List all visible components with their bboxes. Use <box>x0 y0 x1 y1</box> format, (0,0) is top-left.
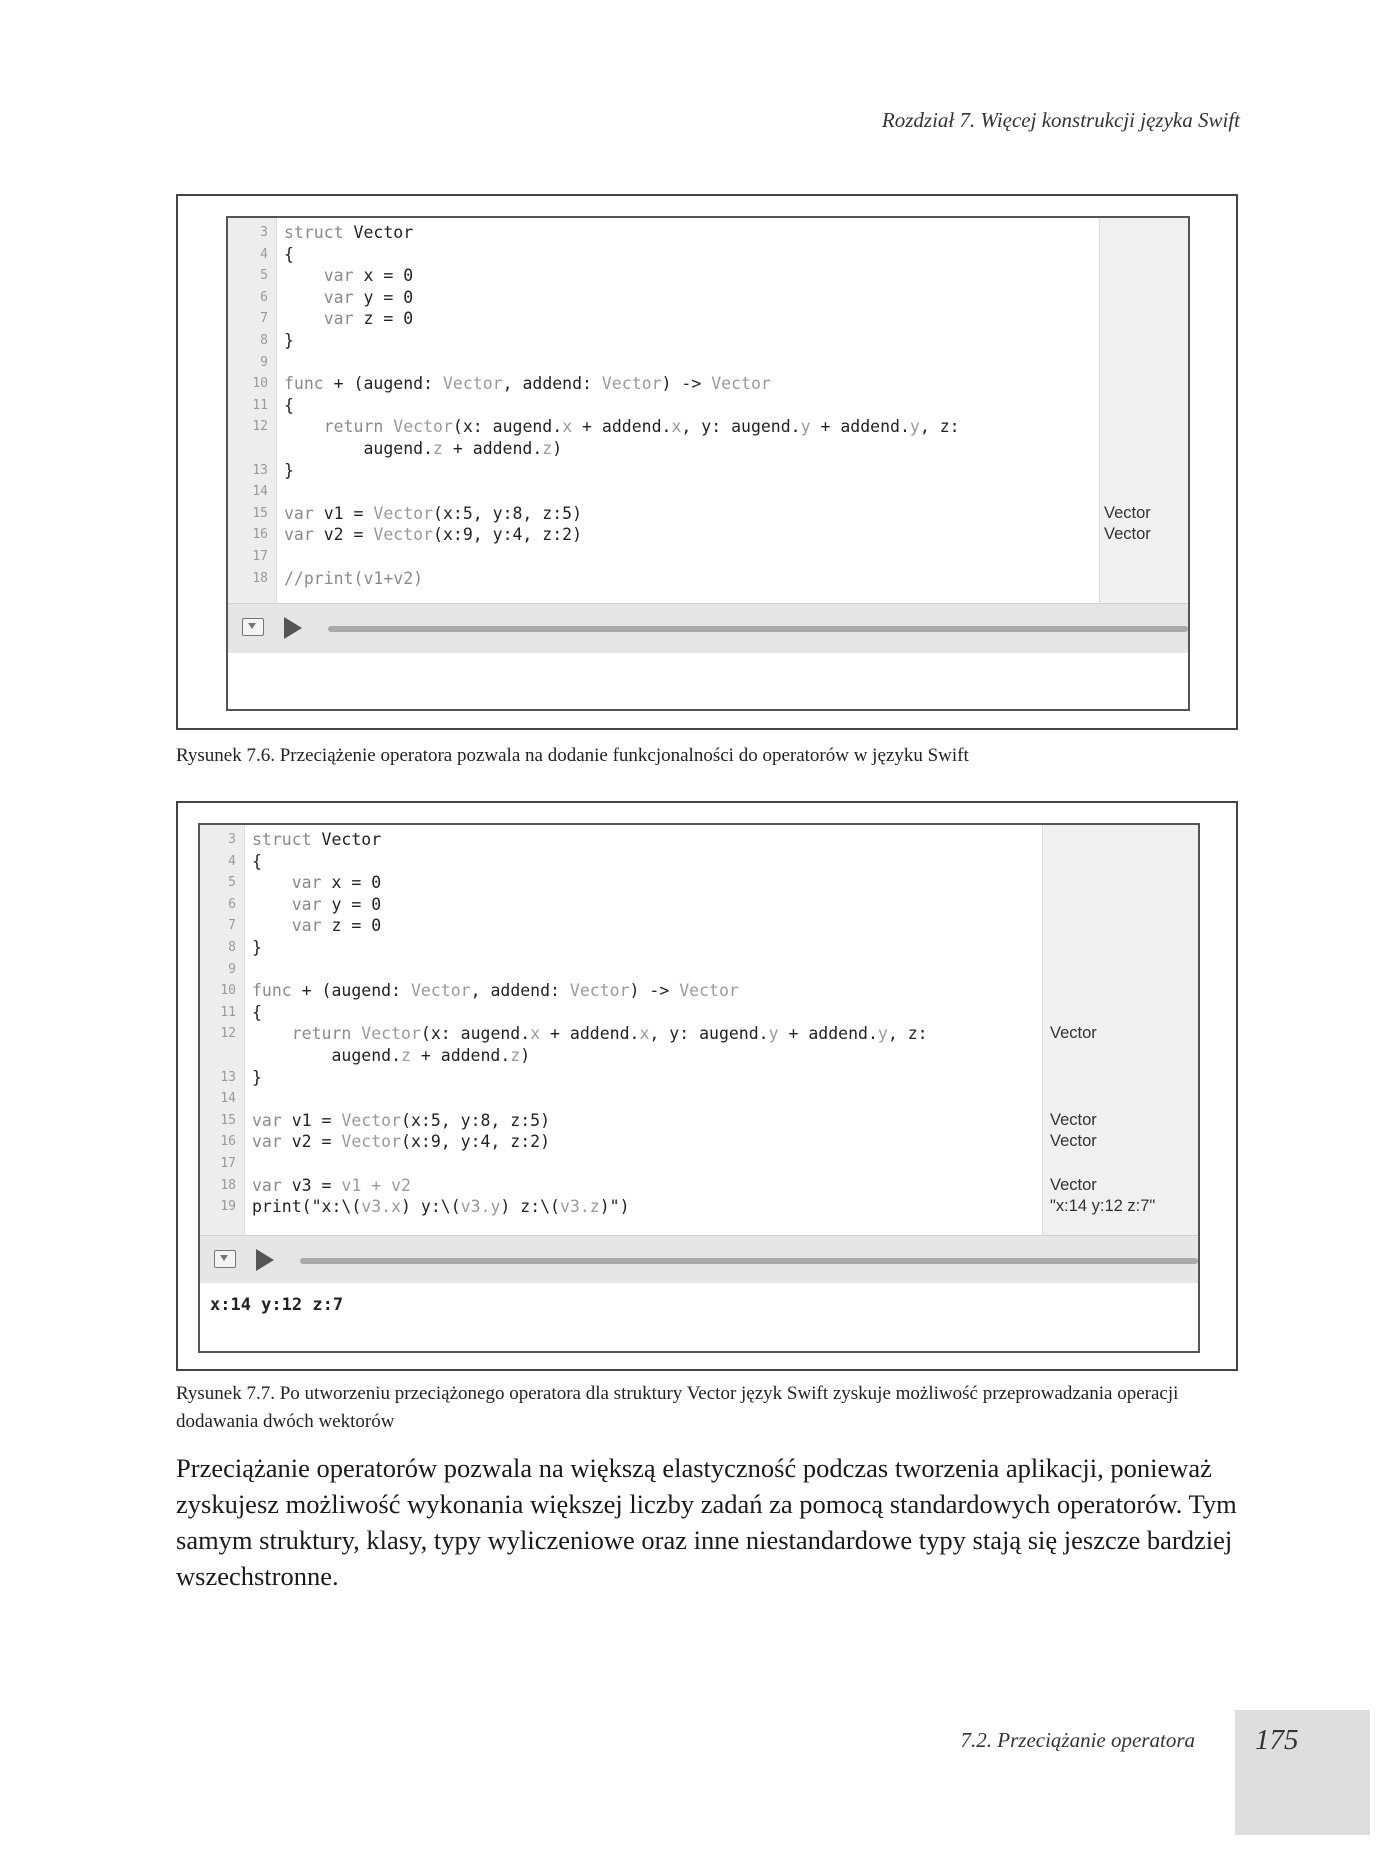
code-editor[interactable] <box>200 825 1198 1235</box>
code-token: (x: augend. <box>452 417 563 437</box>
code-token: { <box>284 395 294 415</box>
code-text <box>284 503 582 525</box>
code-text <box>252 872 381 894</box>
running-header: Rozdział 7. Więcej konstrukcji języka Swift <box>881 108 1240 132</box>
code-token: Vector <box>373 525 434 545</box>
code-line <box>228 287 1188 309</box>
code-lines <box>228 222 1188 589</box>
line-number: 6 <box>260 289 268 305</box>
page-number-box <box>1235 1710 1370 1835</box>
code-line <box>228 308 1188 330</box>
code-line <box>228 438 1188 460</box>
code-token <box>252 873 292 892</box>
code-token: } <box>284 330 294 350</box>
code-token: y = 0 <box>353 287 414 307</box>
result-value: Vector <box>1050 1175 1097 1194</box>
code-token: Vector <box>679 981 739 1001</box>
code-token: } <box>252 1067 262 1087</box>
code-token: y <box>909 417 920 437</box>
code-token: + addend. <box>442 438 543 458</box>
code-token: , z: <box>887 1024 928 1044</box>
code-token: v3 = <box>281 1175 342 1195</box>
code-token: + (augend: <box>291 981 411 1001</box>
line-number: 18 <box>220 1177 236 1193</box>
line-number: 11 <box>220 1004 236 1020</box>
code-token: + (augend: <box>323 374 443 394</box>
code-token: var <box>323 266 354 286</box>
code-text <box>284 308 413 330</box>
line-number: 5 <box>228 875 236 891</box>
line-number: 11 <box>252 397 268 413</box>
code-token: v3.z <box>560 1197 600 1217</box>
code-text <box>284 330 294 352</box>
code-token: v3.x <box>361 1197 402 1217</box>
code-text <box>284 568 423 590</box>
code-token <box>351 1024 361 1043</box>
code-line <box>228 373 1188 395</box>
console-output: x:14 y:12 z:7 <box>210 1295 344 1315</box>
line-number: 13 <box>252 462 268 478</box>
code-line <box>228 330 1188 352</box>
figure-7-6 <box>176 194 1238 730</box>
code-token: , z: <box>919 417 960 437</box>
code-token: v1 = <box>313 503 374 523</box>
code-text <box>284 244 294 266</box>
result-value: "x:14 y:12 z:7" <box>1050 1197 1156 1216</box>
code-token: var <box>252 1132 282 1152</box>
code-text <box>284 438 562 460</box>
code-token: , addend: <box>470 981 570 1001</box>
code-line <box>228 568 1188 590</box>
code-text <box>252 980 739 1002</box>
figure-7-7 <box>176 801 1238 1371</box>
play-icon[interactable] <box>284 617 302 639</box>
execution-progress-track <box>328 626 1188 632</box>
playground-window <box>198 823 1200 1353</box>
code-line <box>228 524 1188 546</box>
console-area <box>228 653 1188 709</box>
code-line <box>200 1110 1198 1132</box>
code-token: + addend. <box>778 1024 878 1044</box>
code-token: v2 = <box>313 525 374 545</box>
code-token: (x:9, y:4, z:2) <box>401 1132 551 1152</box>
code-token <box>252 1024 292 1043</box>
code-token <box>252 916 292 935</box>
code-token <box>284 266 324 285</box>
code-token: Vector <box>343 223 414 242</box>
line-number: 12 <box>220 1026 236 1042</box>
line-number: 7 <box>260 311 268 327</box>
code-line <box>228 503 1188 525</box>
code-token: (x: augend. <box>420 1024 531 1044</box>
code-token: Vector <box>341 1132 402 1152</box>
result-value: Vector <box>1104 525 1151 544</box>
line-number: 16 <box>220 1134 236 1150</box>
code-line <box>200 1088 1198 1110</box>
code-token: z = 0 <box>353 309 414 329</box>
code-token: x <box>671 417 682 437</box>
code-token: Vector <box>442 374 503 394</box>
code-line <box>228 460 1188 482</box>
code-text <box>252 1131 550 1153</box>
code-text <box>252 851 262 873</box>
code-token: z <box>433 438 443 458</box>
code-token: ) -> <box>629 981 680 1001</box>
line-number: 8 <box>228 939 236 955</box>
code-text <box>284 395 294 417</box>
code-text <box>252 1175 411 1197</box>
code-token: + addend. <box>540 1024 640 1044</box>
code-editor[interactable] <box>228 218 1188 603</box>
code-token: ) z:\( <box>500 1197 560 1217</box>
code-token: func <box>284 374 324 394</box>
code-token: z <box>401 1045 411 1065</box>
code-token: var <box>252 1175 282 1195</box>
code-token: z <box>510 1045 521 1065</box>
code-text <box>252 937 262 959</box>
code-token: v3.y <box>460 1197 501 1217</box>
code-line <box>228 244 1188 266</box>
line-number: 4 <box>260 246 268 262</box>
code-text <box>252 1002 262 1024</box>
code-line <box>200 915 1198 937</box>
code-text <box>284 265 413 287</box>
code-token: return <box>291 1024 352 1044</box>
code-line <box>200 1023 1198 1045</box>
section-footer: 7.2. Przeciążanie operatora <box>960 1728 1195 1752</box>
result-value: Vector <box>1104 503 1151 522</box>
code-text <box>252 1045 530 1067</box>
code-text <box>252 894 381 916</box>
code-token: Vector <box>373 503 434 523</box>
code-token: Vector <box>410 981 471 1001</box>
code-text <box>252 1067 262 1089</box>
toggle-console-icon[interactable] <box>214 1250 236 1268</box>
code-token: x = 0 <box>321 873 382 893</box>
code-token: x <box>530 1024 541 1044</box>
code-token: y <box>768 1024 779 1044</box>
code-token: struct <box>284 223 344 242</box>
code-line <box>228 395 1188 417</box>
code-line <box>200 872 1198 894</box>
code-token: var <box>323 287 354 307</box>
figure-caption: Rysunek 7.7. Po utworzeniu przeciążonego operatora dla struktury Vector język Swift zyskuje możliwość przeprowadzania operacji dodawania dwóch wektorów <box>176 1383 1179 1432</box>
line-number: 18 <box>252 570 268 586</box>
line-number: 7 <box>228 918 236 934</box>
code-token: } <box>252 937 262 957</box>
code-text <box>284 373 771 395</box>
line-number: 6 <box>228 896 236 912</box>
code-lines <box>200 829 1198 1218</box>
code-text <box>284 222 413 244</box>
code-line <box>200 829 1198 851</box>
code-token: Vector <box>311 830 382 849</box>
code-token: x <box>562 417 573 437</box>
code-text <box>252 1110 550 1132</box>
code-token: x = 0 <box>353 266 414 286</box>
line-number: 3 <box>260 225 268 240</box>
code-token: ) <box>552 438 563 458</box>
code-token: var <box>291 894 322 914</box>
code-token <box>383 417 393 436</box>
line-number: 3 <box>228 832 236 847</box>
line-number: 5 <box>260 268 268 284</box>
line-number: 16 <box>252 527 268 543</box>
code-line <box>200 959 1198 981</box>
code-token: Vector <box>393 417 453 437</box>
line-number: 17 <box>220 1155 236 1171</box>
playground-window <box>226 216 1190 711</box>
code-token: v1 = <box>281 1110 342 1130</box>
code-token: y <box>800 417 811 437</box>
page-number: 175 <box>1255 1724 1299 1756</box>
line-number: 14 <box>252 484 268 500</box>
code-token: (x:5, y:8, z:5) <box>401 1110 551 1130</box>
code-token <box>252 895 292 914</box>
code-text <box>284 287 413 309</box>
code-token: (x:9, y:4, z:2) <box>433 525 583 545</box>
code-token: Vector <box>601 374 662 394</box>
line-number: 13 <box>220 1069 236 1085</box>
code-token: Vector <box>341 1110 402 1130</box>
code-token: //print(v1+v2) <box>284 568 424 588</box>
code-line <box>200 1175 1198 1197</box>
line-number: 12 <box>252 419 268 435</box>
code-token <box>284 309 324 328</box>
code-token: Vector <box>361 1024 421 1044</box>
code-token: { <box>252 851 262 871</box>
code-token: v1 + v2 <box>341 1175 411 1195</box>
code-line <box>200 894 1198 916</box>
debug-toolbar <box>228 603 1188 655</box>
code-token: { <box>252 1002 262 1022</box>
code-token: , addend: <box>502 374 602 394</box>
code-token: var <box>284 503 314 523</box>
code-token: func <box>252 981 292 1001</box>
code-token: augend. <box>284 438 434 458</box>
code-token: v2 = <box>281 1132 342 1152</box>
code-token: var <box>323 309 354 329</box>
code-token: y <box>877 1024 888 1044</box>
code-token: (x:5, y:8, z:5) <box>433 503 583 523</box>
line-number: 9 <box>228 961 236 977</box>
line-number: 10 <box>220 983 236 999</box>
body-paragraph: Przeciążanie operatorów pozwala na większą elastyczność podczas tworzenia aplikacji, ponieważ zyskujesz możliwość wykonania większej liczby zadań za pomocą standardowych operatorów. Tym samym struktury, klasy, typy wyliczeniowe oraz inne niestandardowe typy stają się jeszcze bardziej wszechstronne. <box>176 1453 1237 1591</box>
line-number: 15 <box>220 1112 236 1128</box>
code-token: var <box>284 525 314 545</box>
line-number: 4 <box>228 853 236 869</box>
code-token: + addend. <box>810 417 910 437</box>
execution-progress-track <box>300 1258 1198 1264</box>
code-token: struct <box>252 830 312 849</box>
code-token <box>284 288 324 307</box>
code-token: var <box>291 873 322 893</box>
result-value: Vector <box>1050 1132 1097 1151</box>
code-line <box>200 1131 1198 1153</box>
code-token: )") <box>599 1197 630 1217</box>
code-text <box>252 829 381 851</box>
code-text <box>252 1196 630 1218</box>
code-line <box>228 416 1188 438</box>
code-token: x <box>639 1024 650 1044</box>
line-number: 14 <box>220 1091 236 1107</box>
code-token: ) -> <box>661 374 712 394</box>
code-token: ) <box>520 1045 531 1065</box>
figure-caption: Rysunek 7.6. Przeciążenie operatora pozwala na dodanie funkcjonalności do operatorów w języku Swift <box>176 745 969 766</box>
code-line <box>228 352 1188 374</box>
code-token: { <box>284 244 294 264</box>
code-text <box>284 460 294 482</box>
line-number: 10 <box>252 376 268 392</box>
line-number: 15 <box>252 505 268 521</box>
code-text <box>284 416 960 438</box>
code-token: augend. <box>252 1045 402 1065</box>
code-token: var <box>252 1110 282 1130</box>
code-line <box>200 1045 1198 1067</box>
code-line <box>200 937 1198 959</box>
line-number: 17 <box>252 548 268 564</box>
code-line <box>200 1196 1198 1218</box>
code-line <box>200 1153 1198 1175</box>
code-line <box>200 851 1198 873</box>
code-token: return <box>323 417 384 437</box>
code-token: var <box>291 916 322 936</box>
debug-toolbar <box>200 1235 1198 1285</box>
code-token: z = 0 <box>321 916 382 936</box>
code-token: Vector <box>569 981 630 1001</box>
line-number: 19 <box>220 1199 236 1215</box>
code-text <box>252 1023 928 1045</box>
code-token: Vector <box>711 374 771 394</box>
code-token: z <box>542 438 553 458</box>
line-number: 9 <box>260 354 268 370</box>
code-token: + addend. <box>572 417 672 437</box>
code-token: print("x:\( <box>252 1197 362 1217</box>
console-area <box>200 1283 1198 1351</box>
play-icon[interactable] <box>256 1249 274 1271</box>
code-line <box>228 265 1188 287</box>
code-line <box>228 481 1188 503</box>
code-token <box>284 417 324 436</box>
result-value: Vector <box>1050 1024 1097 1043</box>
code-text <box>284 524 582 546</box>
result-value: Vector <box>1050 1110 1097 1129</box>
toggle-console-icon[interactable] <box>242 618 264 636</box>
code-text <box>252 915 381 937</box>
code-token: + addend. <box>410 1045 511 1065</box>
code-line <box>228 222 1188 244</box>
code-token: , y: augend. <box>681 417 801 437</box>
code-line <box>200 1002 1198 1024</box>
code-line <box>200 1067 1198 1089</box>
code-token: ) y:\( <box>401 1197 461 1217</box>
code-token: y = 0 <box>321 894 382 914</box>
code-token: , y: augend. <box>649 1024 769 1044</box>
code-token: } <box>284 460 294 480</box>
code-line <box>200 980 1198 1002</box>
line-number: 8 <box>260 332 268 348</box>
code-line <box>228 546 1188 568</box>
